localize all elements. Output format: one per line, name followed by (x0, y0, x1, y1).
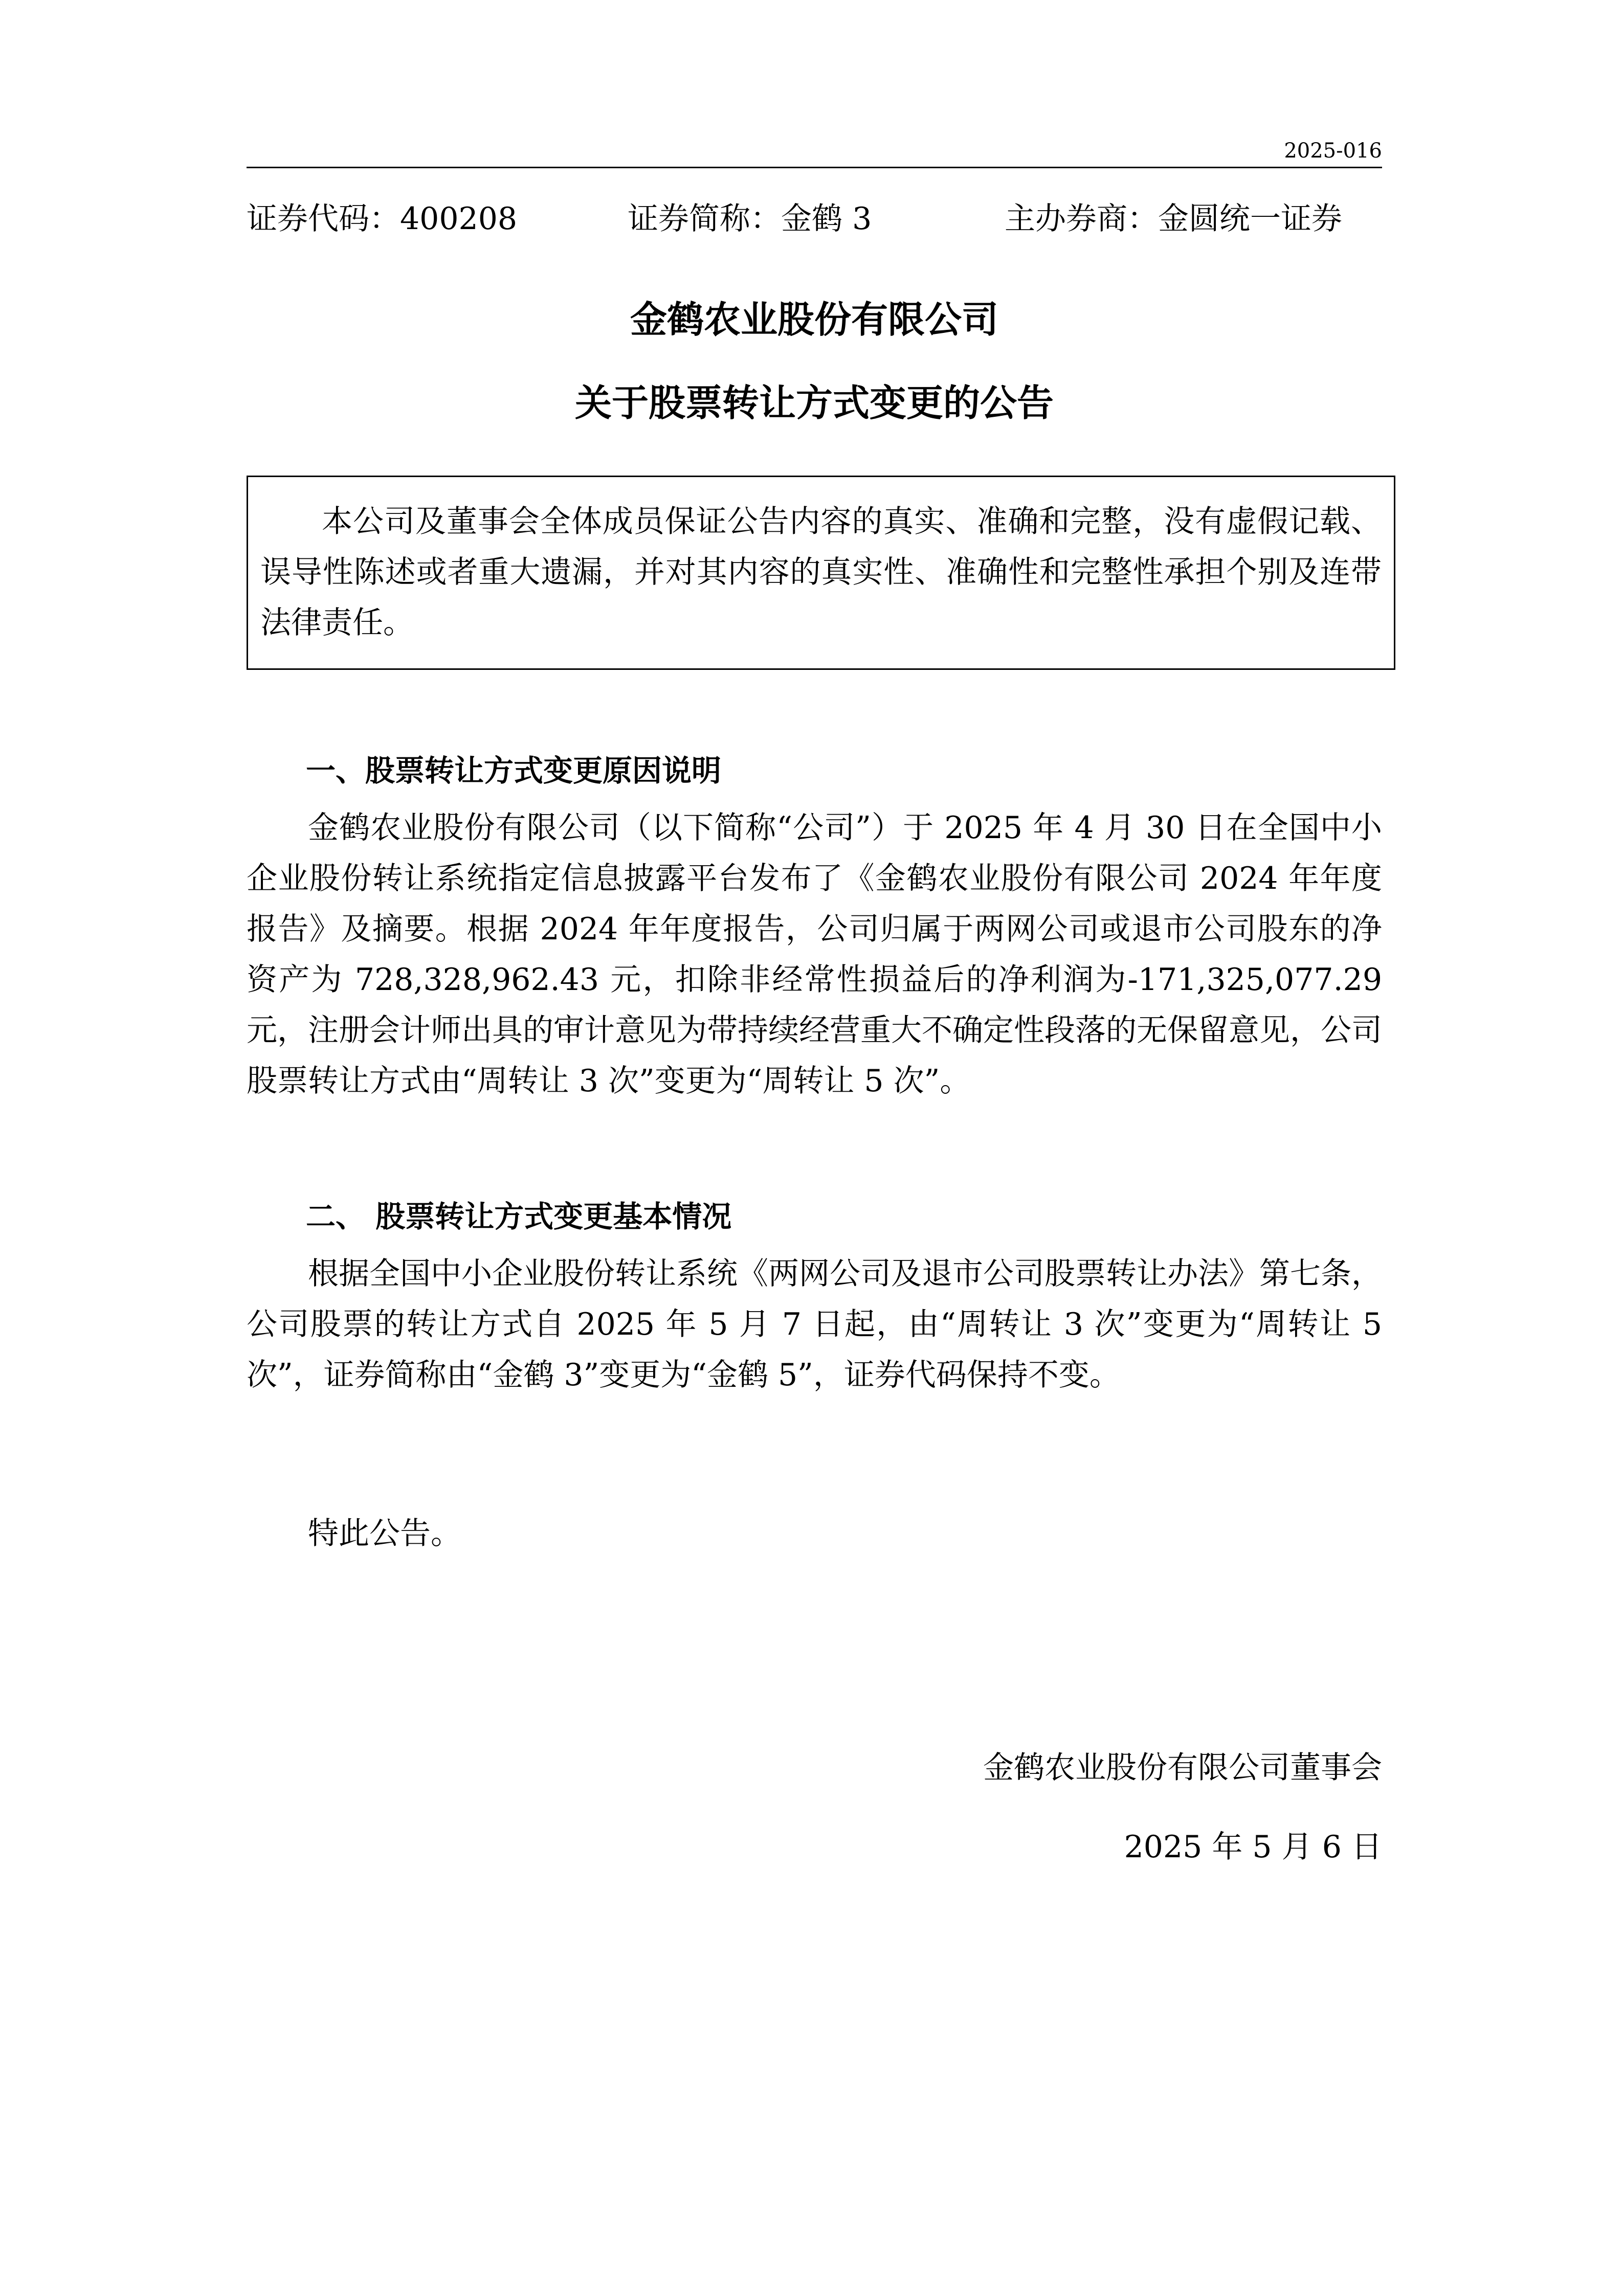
section2-body (247, 1249, 1382, 1401)
section1-heading-wrap (247, 746, 1382, 796)
section2-heading-wrap (247, 1191, 1382, 1242)
company-title: 金鹤农业股份有限公司 (630, 298, 998, 341)
security-short-name: 证券简称：金鹤 3 (628, 201, 872, 237)
section2-heading: 二、 股票转让方式变更基本情况 (306, 1199, 732, 1234)
header-rule (247, 167, 1382, 168)
security-code: 证券代码：400208 (247, 201, 518, 237)
section2-paragraph: 根据全国中小企业股份转让系统《两网公司及退市公司股票转让办法》第七条，公司股票的转让方式自 2025 年 5 月 7 日起，由“周转让 3 次”变更为“周转让 5 次”，证券简称由“金鹤 3”变更为“金鹤 5”，证券代码保持不变。 (247, 1256, 1382, 1393)
closing-text: 特此公告。 (308, 1516, 461, 1551)
signature-date: 2025 年 5 月 6 日 (1124, 1829, 1382, 1865)
section1-heading: 一、股票转让方式变更原因说明 (306, 753, 722, 788)
section1-paragraph: 金鹤农业股份有限公司（以下简称“公司”）于 2025 年 4 月 30 日在全国中小企业股份转让系统指定信息披露平台发布了《金鹤农业股份有限公司 2024 年年度报告》及摘要。根据 2024 年年度报告，公司归属于两网公司或退市公司股东的净资产为 728,328,962.43 元，扣除非经常性损益后的净利润为-171,325,077.29 元，注册会计师出具的审计意见为带持续经营重大不确定性段落的无保留意见，公司股票转让方式由“周转让 3 次”变更为“周转让 5 次”。 (247, 810, 1382, 1099)
closing (247, 1509, 1382, 1559)
document-number: 2025-016 (1284, 139, 1382, 163)
security-info-row (247, 198, 1382, 239)
lead-broker: 主办券商：金圆统一证券 (1005, 201, 1342, 237)
announcement-title: 关于股票转让方式变更的公告 (574, 381, 1054, 424)
declaration-text: 本公司及董事会全体成员保证公告内容的真实、准确和完整，没有虚假记载、误导性陈述或者重大遗漏，并对其内容的真实性、准确性和完整性承担个别及连带法律责任。 (260, 504, 1382, 641)
section1-body (247, 803, 1382, 1107)
declaration-box (247, 476, 1395, 670)
signature-organization: 金鹤农业股份有限公司董事会 (983, 1750, 1382, 1786)
